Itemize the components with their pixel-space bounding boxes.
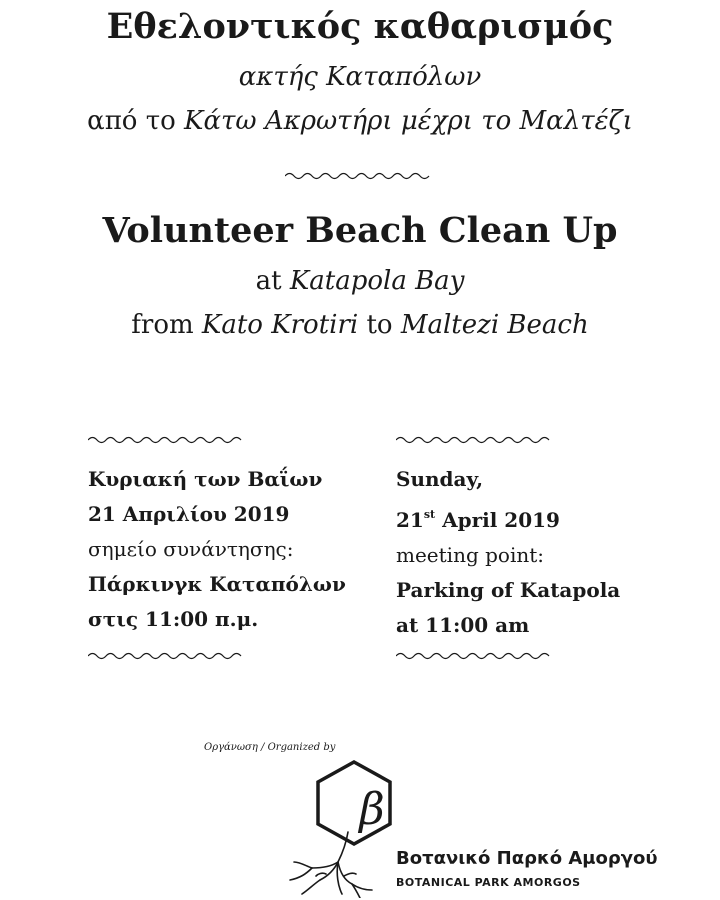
greek-date: 21 Απριλίου 2019 [88,502,290,526]
greek-time: στις 11:00 π.μ. [88,607,259,631]
park-name-greek: Βοτανικό Παρκό Αμοργού [396,848,658,869]
divider-wave-right-top [396,434,556,446]
greek-meeting-label: σημείο συνάντησης: [88,537,294,561]
greek-subtitle [0,62,720,92]
greek-route-start: Κάτω Ακρωτήρι [184,106,393,136]
greek-day: Κυριακή των Βαΐων [88,467,323,491]
english-subtitle-prefix: at [255,266,282,296]
greek-route-mid: μέχρι το [400,106,512,136]
english-route-start: Kato Krotiri [201,310,359,340]
divider-wave-right-bottom [396,650,556,662]
logo-letter: β [359,784,385,835]
english-date-day: 21 [396,508,424,532]
english-day: Sunday, [396,467,484,491]
greek-subtitle-text: ακτής Καταπόλων [238,62,482,92]
english-title: Volunteer Beach Clean Up [102,210,618,251]
english-date [396,497,696,538]
english-date-rest: April 2019 [435,508,560,532]
divider-wave-left-bottom [88,650,248,662]
english-meeting-place: Parking of Katapola [396,578,621,602]
english-details [396,462,696,643]
greek-route [0,106,720,136]
greek-meeting-place: Πάρκινγκ Καταπόλων [88,572,346,596]
english-route-end: Maltezi Beach [400,310,589,340]
english-subtitle-place: Katapola Bay [289,266,465,296]
english-meeting-label: meeting point: [396,543,545,567]
greek-details [88,462,388,637]
park-name-english: BOTANICAL PARK AMORGOS [396,876,581,889]
divider-wave-top [285,170,435,182]
english-route [0,310,720,340]
english-route-mid: to [366,310,393,340]
english-time: at 11:00 am [396,613,530,637]
greek-route-end: Μαλτέζι [519,106,633,136]
greek-route-prefix: από το [87,106,176,136]
divider-wave-left-top [88,434,248,446]
greek-title: Εθελοντικός καθαρισμός [106,6,614,47]
english-route-prefix: from [131,310,194,340]
english-date-suffix: st [423,508,436,521]
organizer-label: Οργάνωση / Organized by [204,742,336,753]
english-subtitle [0,266,720,296]
